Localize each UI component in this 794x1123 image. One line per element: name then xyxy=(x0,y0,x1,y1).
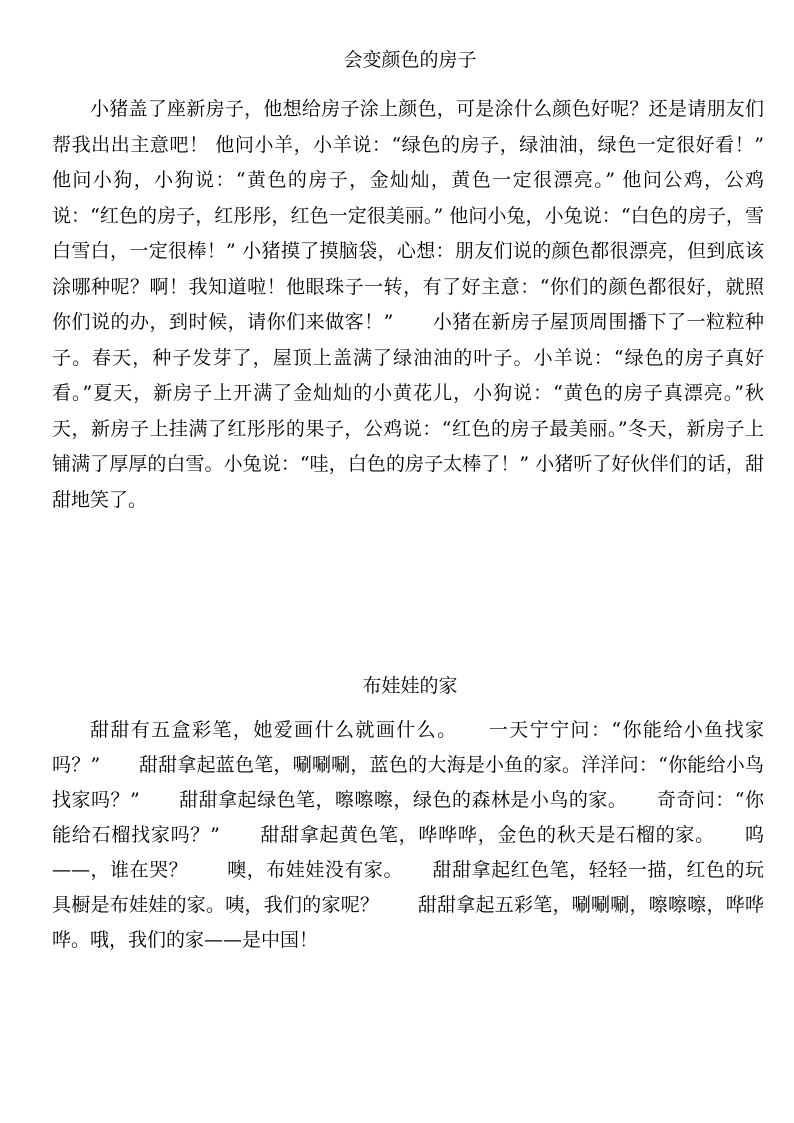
story-paragraph: 甜甜有五盒彩笔，她爱画什么就画什么。 一天宁宁问：“你能给小鱼找家吗？” 甜甜拿起蓝色笔，唰唰唰，蓝色的大海是小鱼的家。洋洋问：“你能给小鸟找家吗？” 甜甜拿起绿色笔，嚓嚓嚓，绿色的森林是小鸟的家。 奇奇问：“你能给石榴找家吗？” 甜甜拿起黄色笔，哗哗哗，金色的秋天是石榴的家。 呜——，谁在哭？ 噢，布娃娃没有家。 甜甜拿起红色笔，轻轻一描，红色的玩具橱是布娃娃的家。咦，我们的家呢？ 甜甜拿起五彩笔，唰唰唰，嚓嚓嚓，哗哗哗。哦，我们的家——是中国！ xyxy=(52,719,764,951)
story-title: 会变颜色的房子 xyxy=(343,49,477,71)
story-title: 布娃娃的家 xyxy=(362,675,458,697)
story-paragraph: 小猪盖了座新房子，他想给房子涂上颜色，可是涂什么颜色好呢？还是请朋友们帮我出出主意吧！ 他问小羊，小羊说：“绿色的房子，绿油油，绿色一定很好看！” 他问小狗，小狗说：“黄色的房子，金灿灿，黄色一定很漂亮。” 他问公鸡，公鸡说：“红色的房子，红彤彤，红色一定很美丽。” 他问小兔，小兔说：“白色的房子，雪白雪白，一定很棒！” 小猪摸了摸脑袋，心想：朋友们说的颜色都很漂亮，但到底该涂哪种呢？啊！我知道啦！他眼珠子一转，有了好主意：“你们的颜色都很好，就照你们说的办，到时候，请你们来做客！” 小猪在新房子屋顶周围播下了一粒粒种子。春天，种子发芽了，屋顶上盖满了绿油油的叶子。小羊说：“绿色的房子真好看。”夏天，新房子上开满了金灿灿的小黄花儿，小狗说：“黄色的房子真漂亮。”秋天，新房子上挂满了红彤彤的果子，公鸡说：“红色的房子最美丽。”冬天，新房子上铺满了厚厚的白雪。小兔说：“哇，白色的房子太棒了！” 小猪听了好伙伴们的话，甜甜地笑了。 xyxy=(52,98,764,511)
